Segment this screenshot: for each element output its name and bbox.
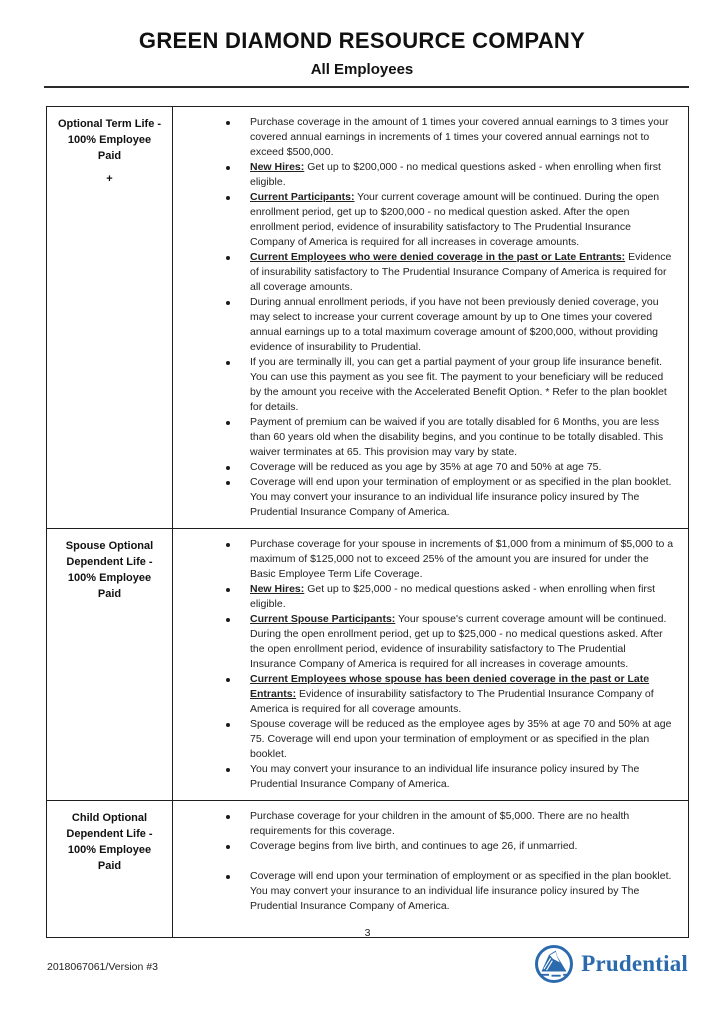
page-title: GREEN DIAMOND RESOURCE COMPANY — [138, 28, 586, 53]
bullet-item — [173, 582, 674, 612]
bullet-text: Spouse coverage will be reduced as the employee ages by 35% at age 70 and 50% at age 75. Coverage will end upon your termination of employment or as specified in the plan booklet. — [250, 718, 672, 760]
bullet-marker — [226, 875, 230, 879]
plan-cell — [47, 529, 173, 800]
bullet-marker — [226, 421, 230, 425]
bullet-text: New Hires: Get up to $200,000 - no medical questions asked - when enrolling when first eligible. — [250, 161, 661, 188]
table-row — [47, 107, 688, 528]
rock-of-gibraltar-icon — [534, 944, 574, 984]
bullet-marker — [226, 618, 230, 622]
table-row — [47, 800, 688, 937]
bullet-item — [173, 160, 674, 190]
plan-details-cell — [173, 107, 688, 528]
bullet-text: Purchase coverage in the amount of 1 times your covered annual earnings to 3 times your covered annual earnings in increments of 1 times your covered annual earnings not to exceed $500,000. — [250, 116, 669, 158]
bullet-lead: New Hires: — [250, 161, 305, 173]
bullet-marker — [226, 121, 230, 125]
document-header — [0, 0, 724, 88]
bullet-text: Coverage will be reduced as you age by 35% at age 70 and 50% at age 75. — [250, 461, 602, 473]
bullet-list — [173, 115, 674, 520]
plan-details-cell — [173, 529, 688, 800]
bullet-text: Purchase coverage for your children in the amount of $5,000. There are no health requirements for this coverage. — [250, 810, 630, 837]
bullet-item — [173, 537, 674, 582]
bullet-marker — [226, 768, 230, 772]
benefits-table — [46, 106, 689, 938]
bullet-marker — [226, 256, 230, 260]
bullet-text: Purchase coverage for your spouse in increments of $1,000 from a minimum of $5,000 to a maximum of $125,000 not to exceed 25% of the amount you are insured for under the Basic Employee Term Life Coverage. — [250, 538, 674, 580]
bullet-text: Payment of premium can be waived if you are totally disabled for 6 Months, you are less than 60 years old when the disability begins, and you continue to be totally disabled. This waiver terminates at 65. This provision may vary by state. — [250, 416, 664, 458]
page-number: 3 — [364, 927, 371, 939]
bullet-item — [173, 672, 674, 717]
bullet-text: New Hires: Get up to $25,000 - no medical questions asked - when enrolling when first eligible. — [250, 583, 656, 610]
bullet-lead: Current Spouse Participants: — [250, 613, 396, 625]
bullet-item — [173, 809, 674, 839]
bullet-marker — [226, 166, 230, 170]
bullet-marker — [226, 723, 230, 727]
bullet-marker — [226, 678, 230, 682]
bullet-lead: Current Employees whose spouse has been denied coverage in the past or Late Entrants: — [250, 673, 650, 700]
bullet-text: Coverage begins from live birth, and continues to age 26, if unmarried. — [250, 840, 578, 852]
bullet-item — [173, 190, 674, 250]
plan-details-cell — [173, 801, 688, 937]
bullet-marker — [226, 361, 230, 365]
bullet-marker — [226, 815, 230, 819]
plan-cell — [47, 801, 173, 937]
bullet-text: You may convert your insurance to an individual life insurance policy insured by The Prudential Insurance Company of America. — [250, 763, 640, 790]
bullet-lead: Current Employees who were denied coverage in the past or Late Entrants: — [250, 251, 626, 263]
table-row — [47, 528, 688, 800]
bullet-text: Current Employees who were denied coverage in the past or Late Entrants: Evidence of insurability satisfactory to The Prudential Insurance Company of America is required for all coverage amounts. — [250, 251, 672, 293]
bullet-item — [173, 295, 674, 355]
document-version: 2018067061/Version #3 — [47, 961, 158, 973]
bullet-item — [173, 717, 674, 762]
plan-title: Optional Term Life - 100% Employee Paid — [57, 118, 162, 162]
bullet-text: Coverage will end upon your termination of employment or as specified in the plan booklet. You may convert your insurance to an individual life insurance policy insured by The Prudential Insurance Company of America. — [250, 870, 672, 912]
header-divider — [44, 86, 689, 88]
plan-suffix: + — [106, 173, 113, 185]
bullet-marker — [226, 588, 230, 592]
bullet-marker — [226, 543, 230, 547]
bullet-lead: New Hires: — [250, 583, 305, 595]
bullet-item — [173, 839, 674, 854]
bullet-item — [173, 612, 674, 672]
bullet-item — [173, 355, 674, 415]
prudential-logo — [534, 944, 688, 984]
page-subtitle: All Employees — [310, 61, 414, 78]
bullet-item — [173, 869, 674, 914]
plan-cell — [47, 107, 173, 528]
bullet-item — [173, 250, 674, 295]
bullet-text: Coverage will end upon your termination of employment or as specified in the plan booklet. You may convert your insurance to an individual life insurance policy insured by The Prudential Insurance Company of America. — [250, 476, 672, 518]
bullet-item — [173, 415, 674, 460]
bullet-lead: Current Participants: — [250, 191, 355, 203]
bullet-marker — [226, 845, 230, 849]
bullet-item — [173, 115, 674, 160]
prudential-wordmark: Prudential — [581, 951, 688, 976]
bullet-text: If you are terminally ill, you can get a partial payment of your group life insurance benefit. You can use this payment as you see fit. The payment to your beneficiary will be reduced by the amount you receive with the Accelerated Benefit Option. * Refer to the plan booklet for details. — [250, 356, 667, 413]
bullet-item — [173, 475, 674, 520]
bullet-list — [173, 537, 674, 792]
bullet-list — [173, 809, 674, 914]
bullet-marker — [226, 466, 230, 470]
bullet-marker — [226, 481, 230, 485]
bullet-marker — [226, 196, 230, 200]
bullet-text: Current Employees whose spouse has been denied coverage in the past or Late Entrants: Evidence of insurability satisfactory to The Prudential Insurance Company of America is required for all coverage amounts. — [250, 673, 654, 715]
bullet-text: During annual enrollment periods, if you have not been previously denied coverage, you may select to increase your current coverage amount by up to One times your covered annual earnings up to a total maximum coverage amount of $200,000, without providing evidence of insurability to Prudential. — [250, 296, 659, 353]
bullet-text: Current Spouse Participants: Your spouse's current coverage amount will be continued. During the open enrollment period, get up to $25,000 - no medical questions asked. After the open enrollment period, evidence of insurability satisfactory to The Prudential Insurance Company of America is required for all increases in coverage amounts. — [250, 613, 667, 670]
bullet-item — [173, 762, 674, 792]
plan-title: Child Optional Dependent Life - 100% Employee Paid — [66, 812, 153, 872]
plan-title: Spouse Optional Dependent Life - 100% Employee Paid — [65, 540, 154, 600]
bullet-item — [173, 460, 674, 475]
bullet-text: Current Participants: Your current coverage amount will be continued. During the open enrollment period, get up to $200,000 - no medical question asked. After the open enrollment period, evidence of insurability satisfactory to The Prudential Insurance Company of America is required for all increases in coverage amounts. — [250, 191, 660, 248]
bullet-marker — [226, 301, 230, 305]
